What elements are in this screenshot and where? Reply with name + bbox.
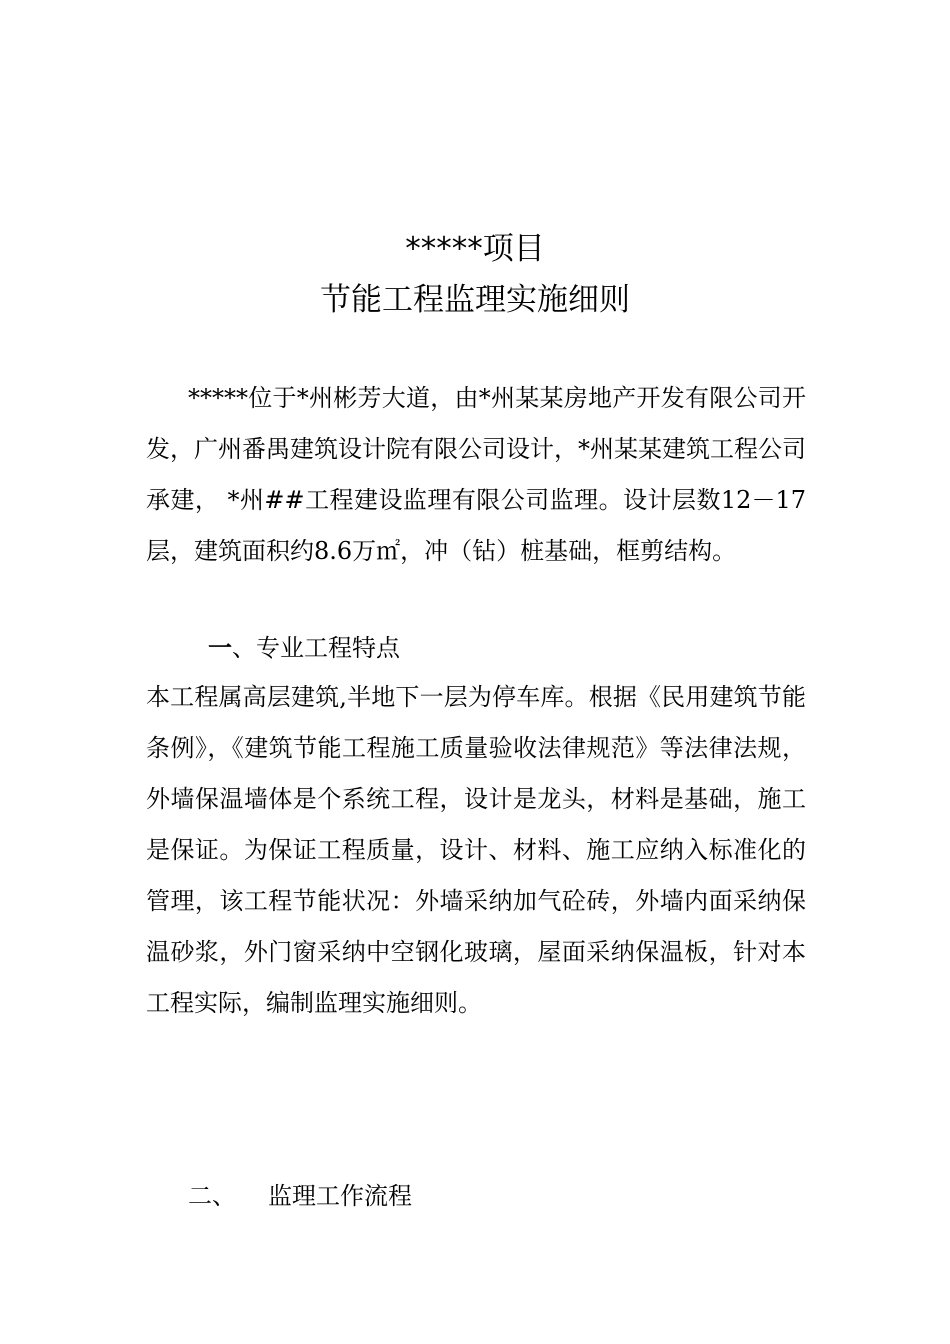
section-1-number: 一 [208, 633, 232, 662]
document-title-main: 节能工程监理实施细则 [320, 282, 630, 318]
section-1-separator: 、 [232, 634, 256, 662]
section-2-number: 二、 [188, 1182, 236, 1210]
section-2-heading [188, 1171, 412, 1222]
section-1-title: 专业工程特点 [256, 634, 400, 662]
document-title-project: *****项目 [405, 231, 545, 267]
section-2-title: 监理工作流程 [268, 1182, 412, 1210]
intro-paragraph: *****位于*州彬芳大道，由*州某某房地产开发有限公司开发，广州番禺建筑设计院有限公司设计，*州某某建筑工程公司承建， *州##工程建设监理有限公司监理。设计层数12－17层，建筑面积约8.6万㎡，冲（钻）桩基础，框剪结构。 [146, 384, 806, 565]
section-1-heading [208, 622, 400, 674]
section-1-body: 本工程属高层建筑,半地下一层为停车库。根据《民用建筑节能条例》，《建筑节能工程施工质量验收法律规范》等法律法规，外墙保温墙体是个系统工程，设计是龙头，材料是基础，施工是保证。为保证工程质量，设计、材料、施工应纳入标准化的管理，该工程节能状况：外墙采纳加气砼砖，外墙内面采纳保温砂浆，外门窗采纳中空钢化玻璃，屋面采纳保温板，针对本工程实际，编制监理实施细则。 [146, 683, 806, 1017]
